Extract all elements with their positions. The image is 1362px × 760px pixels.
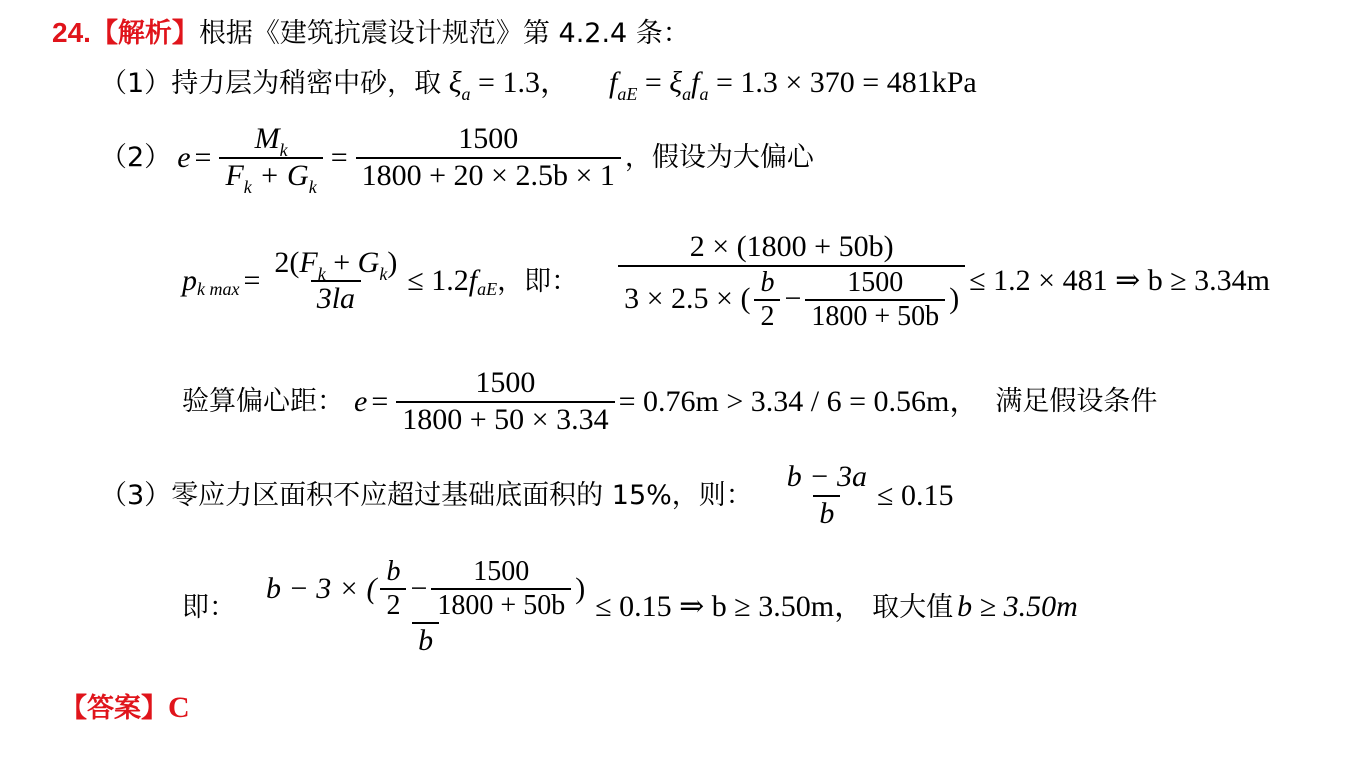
final-value: b ≥ 3.50m bbox=[957, 590, 1078, 624]
p-symbol: p bbox=[182, 264, 197, 298]
b-solve-num: 2 × (1800 + 50b) bbox=[689, 230, 894, 263]
ji-text: ，即： bbox=[497, 265, 579, 297]
step1-line: （1）持力层为稍密中砂，取 $\xi_a = 1.3$， $f_{aE} = \xi_af_a = 1.3 \times 370 = 481kPa$ bbox=[100, 66, 977, 104]
fae-value: = 1.3 × 370 = 481kPa bbox=[715, 66, 977, 99]
step3-ji: 即： bbox=[182, 591, 236, 623]
check-line: 验算偏心距： e = $\frac{1500}{1800 + 50 \times 3.34}$ = 0.76m > 3.34 / 6 = 0.56m， 满足假设条件 bbox=[182, 366, 1158, 436]
step3-result: ≤ 0.15 ⇒ b ≥ 3.50m， bbox=[595, 590, 865, 624]
take-text: 取大值 bbox=[872, 591, 954, 623]
check-fraction bbox=[396, 366, 614, 437]
e-value-fraction bbox=[356, 122, 621, 193]
check-num: 1500 bbox=[475, 366, 536, 399]
inner-fraction: $\frac{1500}{1800 + 50b}$ bbox=[805, 267, 945, 333]
question-number: 24. bbox=[52, 17, 91, 48]
check-rhs: = 0.76m > 3.34 / 6 = 0.56m， bbox=[618, 384, 980, 418]
step1-label: （1） bbox=[100, 68, 172, 99]
step3-label: （3） bbox=[100, 480, 172, 511]
assume-text: ，假设为大偏心 bbox=[624, 142, 814, 173]
e-value-den: 1800 + 20 × 2.5b × 1 bbox=[356, 157, 621, 194]
step3-text: 零应力区面积不应超过基础底面积的 15%，则： bbox=[171, 480, 753, 511]
pkmax-den: 3la bbox=[311, 280, 361, 317]
step3-line bbox=[100, 460, 954, 531]
pkmax-fraction bbox=[268, 246, 403, 317]
pkmax-line: p k max = $\frac{2(F_k + G_k)}{3la}$ ≤ 1.2 f aE ，即： 2 × (1800 + 50b) 3 × 2.5 × ( $\frac{b}{2}$ − $\frac{1500}{1800 + 50b}$ ) ≤ 1.2 × 481 ⇒ b ≥ 3.34m bbox=[182, 230, 1271, 332]
e-fraction bbox=[219, 122, 322, 197]
e-fraction-den: $F_k + G_k$ bbox=[219, 157, 322, 194]
xi-value: = 1.3， bbox=[478, 66, 570, 99]
zero-stress-den: b bbox=[813, 495, 840, 532]
b-solve-fraction bbox=[618, 230, 965, 333]
b-solve-den: 3 × 2.5 × ( $\frac{b}{2}$ − $\frac{1500}{1800 + 50b}$ ) bbox=[618, 265, 965, 333]
pkmax-num: $2(F_k + G_k)$ bbox=[274, 245, 398, 284]
step3-big-den: b bbox=[412, 622, 439, 659]
e-value-num: 1500 bbox=[458, 122, 519, 155]
f-subscript: aE bbox=[617, 84, 638, 104]
zero-stress-fraction bbox=[781, 460, 873, 531]
answer-value: C bbox=[168, 691, 190, 724]
answer-tag: 【答案】 bbox=[60, 693, 168, 724]
step3-big-fraction bbox=[260, 556, 591, 659]
zero-stress-rhs: ≤ 0.15 bbox=[877, 478, 954, 512]
xi-symbol: ξ bbox=[448, 66, 462, 99]
check-conclusion: 满足假设条件 bbox=[995, 386, 1158, 417]
pkmax-rhs: ≤ 1.2 bbox=[407, 264, 469, 298]
f-symbol: f bbox=[608, 66, 618, 99]
analysis-tag: 【解析】 bbox=[90, 18, 199, 49]
step3-solve-line bbox=[182, 556, 1078, 659]
answer-line bbox=[60, 693, 190, 723]
heading-text: 根据《建筑抗震设计规范》第 4.2.4 条： bbox=[198, 18, 690, 49]
e-fraction-num: $M_k$ bbox=[254, 122, 288, 160]
step2-line: （2） e = $\frac{M_k}{F_k + G_k}$ = $\frac{1500}{1800 + 20 \times 2.5b \times 1}$ ，假设为大偏心 bbox=[100, 122, 814, 197]
step2-label: （2） bbox=[100, 142, 172, 173]
step3-big-num: b − 3 × ( $\frac{b}{2}$ − $\frac{1500}{1800 + 50b}$ ) bbox=[266, 556, 586, 622]
xi-subscript: a bbox=[461, 84, 471, 104]
e-symbol: e bbox=[177, 140, 191, 174]
check-label: 验算偏心距： bbox=[182, 386, 344, 417]
zero-stress-num: b − 3a bbox=[786, 460, 868, 493]
check-den: 1800 + 50 × 3.34 bbox=[396, 401, 614, 438]
heading-line bbox=[52, 18, 690, 48]
half-b-fraction: $\frac{b}{2}$ bbox=[754, 267, 780, 333]
b-solve-result: ≤ 1.2 × 481 ⇒ b ≥ 3.34m bbox=[969, 264, 1271, 298]
step1-text: 持力层为稍密中砂，取 bbox=[171, 68, 442, 99]
